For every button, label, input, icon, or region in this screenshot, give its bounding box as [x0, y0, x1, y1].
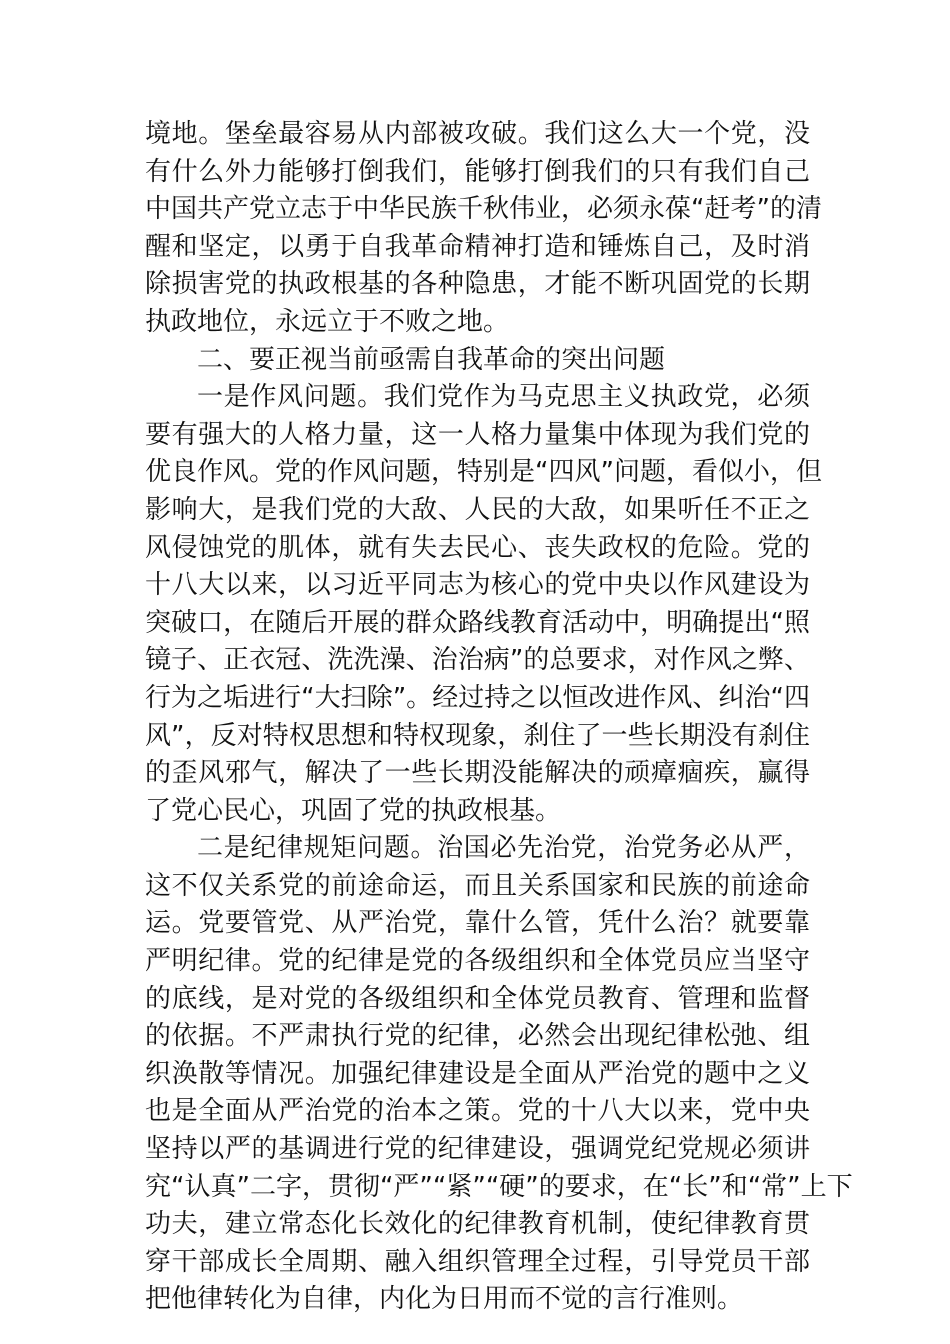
text-line: 功夫，建立常态化长效化的纪律教育机制，使纪律教育贯 [145, 1209, 810, 1240]
text-line: 的依据。不严肃执行党的纪律，必然会出现纪律松弛、组 [145, 1021, 810, 1052]
text-line: 一是作风问题。我们党作为马克思主义执政党，必须 [197, 382, 810, 413]
section-heading: 二、要正视当前亟需自我革命的突出问题 [197, 344, 666, 375]
text-line: 十八大以来，以习近平同志为核心的党中央以作风建设为 [145, 570, 810, 601]
text-line: 行为之垢进行“大扫除”。经过持之以恒改进作风、纠治“四 [145, 682, 810, 713]
text-line: 这不仅关系党的前途命运，而且关系国家和民族的前途命 [145, 870, 810, 901]
text-line: 穿干部成长全周期、融入组织管理全过程，引导党员干部 [145, 1246, 810, 1277]
text-line: 把他律转化为自律，内化为日用而不觉的言行准则。 [145, 1284, 744, 1315]
text-line: 二是纪律规矩问题。治国必先治党，治党务必从严， [197, 833, 810, 864]
text-line: 除损害党的执政根基的各种隐患，才能不断巩固党的长期 [145, 269, 810, 300]
text-line: 镜子、正衣冠、洗洗澡、治治病”的总要求，对作风之弊、 [145, 645, 810, 676]
text-line: 中国共产党立志于中华民族千秋伟业，必须永葆“赶考”的清 [145, 194, 822, 225]
text-line: 究“认真”二字，贯彻“严”“紧”“硬”的要求，在“长”和“常”上下 [145, 1171, 853, 1202]
text-line: 坚持以严的基调进行党的纪律建设，强调党纪党规必须讲 [145, 1134, 810, 1165]
text-line: 境地。堡垒最容易从内部被攻破。我们这么大一个党，没 [145, 119, 810, 149]
text-line: 的歪风邪气，解决了一些长期没能解决的顽瘴痼疾，赢得 [145, 758, 810, 789]
text-line: 醒和坚定，以勇于自我革命精神打造和锤炼自己，及时消 [145, 231, 810, 262]
text-line: 也是全面从严治党的治本之策。党的十八大以来，党中央 [145, 1096, 810, 1127]
document-page [145, 116, 853, 1319]
text-line: 的底线，是对党的各级组织和全体党员教育、管理和监督 [145, 983, 810, 1014]
text-line: 突破口，在随后开展的群众路线教育活动中，明确提出“照 [145, 607, 810, 638]
text-line: 要有强大的人格力量，这一人格力量集中体现为我们党的 [145, 419, 810, 450]
text-line: 织涣散等情况。加强纪律建设是全面从严治党的题中之义 [145, 1058, 810, 1089]
text-line: 优良作风。党的作风问题，特别是“四风”问题，看似小，但 [145, 457, 822, 488]
text-line: 有什么外力能够打倒我们，能够打倒我们的只有我们自己 [145, 156, 810, 187]
text-line: 风”，反对特权思想和特权现象，刹住了一些长期没有刹住 [145, 720, 810, 751]
text-line: 风侵蚀党的肌体，就有失去民心、丧失政权的危险。党的 [145, 532, 810, 563]
text-line: 运。党要管党、从严治党，靠什么管，凭什么治？就要靠 [145, 908, 810, 939]
text-line: 了党心民心，巩固了党的执政根基。 [145, 795, 562, 826]
text-line: 执政地位，永远立于不败之地。 [145, 306, 510, 337]
text-line: 严明纪律。党的纪律是党的各级组织和全体党员应当坚守 [145, 946, 810, 977]
text-line: 影响大，是我们党的大敌、人民的大敌，如果听任不正之 [145, 494, 810, 525]
